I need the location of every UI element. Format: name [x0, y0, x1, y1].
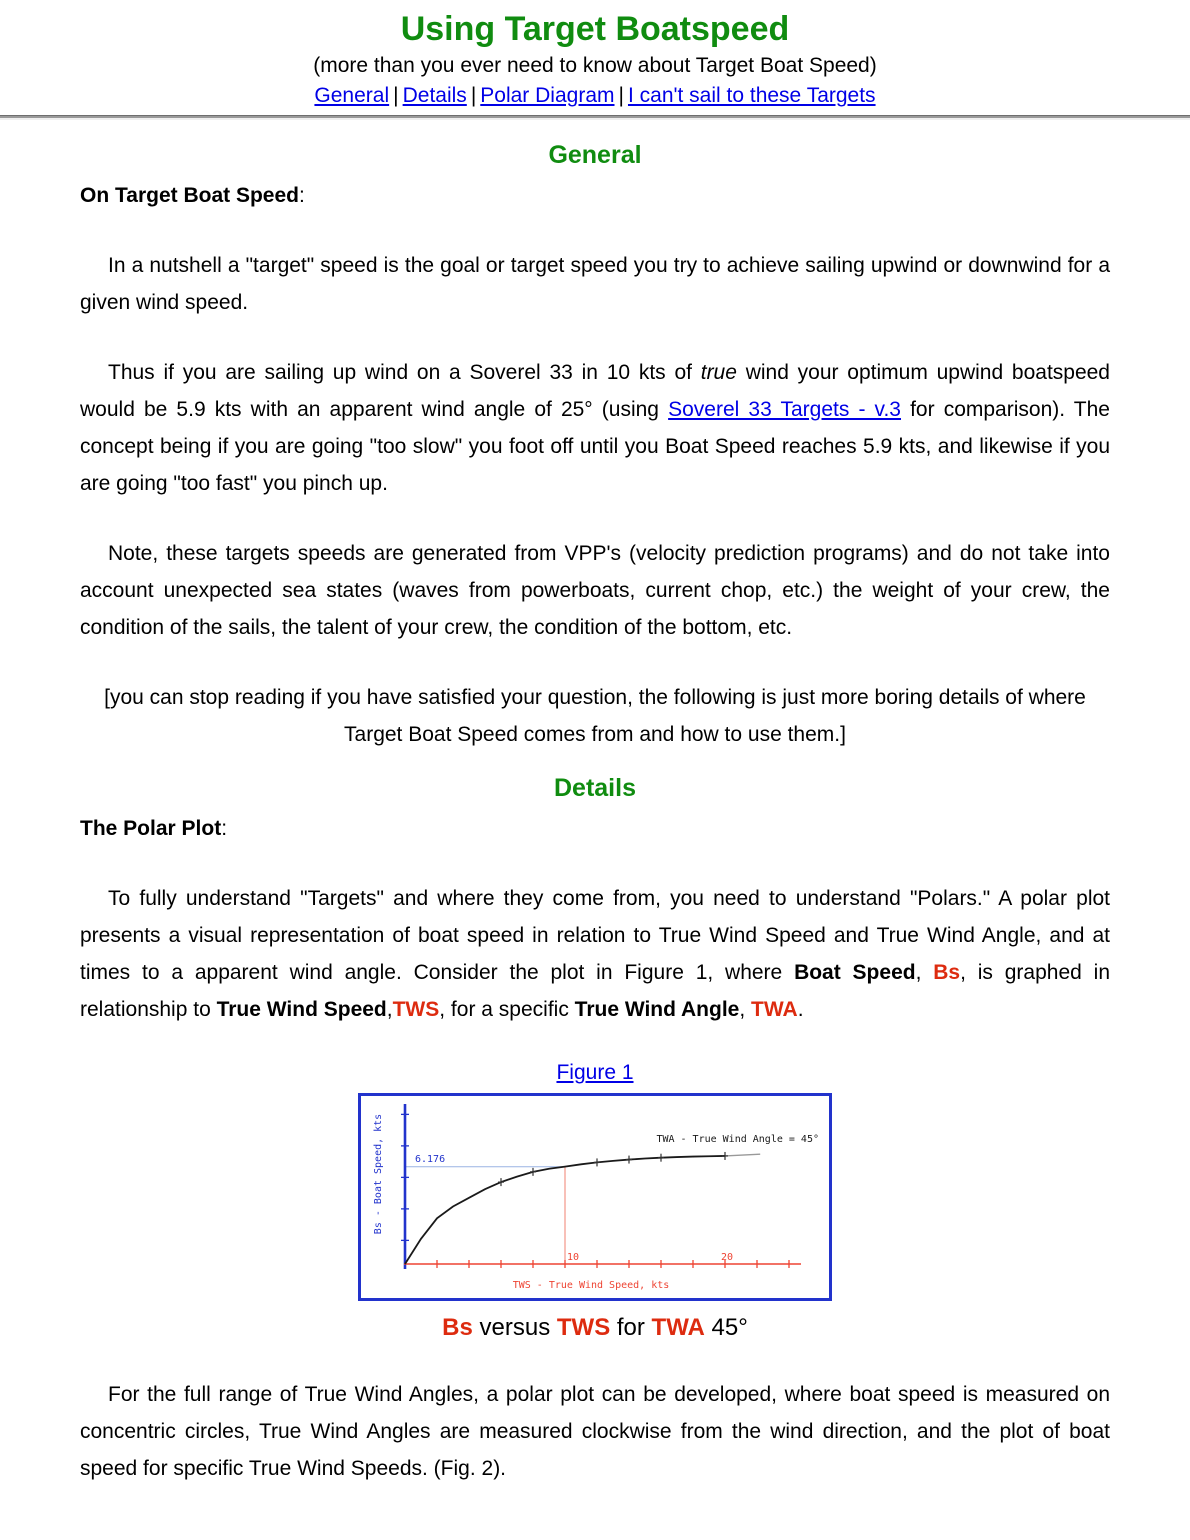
soverel-targets-link[interactable]: Soverel 33 Targets - v.3	[668, 398, 901, 421]
nav-separator: |	[470, 84, 477, 107]
text-segment: for comparison). The concept being if you are going "too slow" you foot off until you Boat Speed reaches 5.9 kts, and likewise if you are going "too fast" you pinch up.	[80, 398, 1110, 495]
page-title: Using Target Boatspeed	[400, 10, 790, 48]
nav-link-general[interactable]: General	[314, 84, 390, 107]
figure1-caption	[80, 1313, 1110, 1343]
figure1-chart	[361, 1096, 829, 1298]
note-stop-reading	[80, 679, 1110, 753]
text-segment: ,	[915, 961, 934, 984]
nav-link-polar-diagram[interactable]: Polar Diagram	[480, 84, 615, 107]
text-segment: For the full range of True Wind Angles, a polar plot can be developed, where boat speed is measured on concentric circles, True Wind Angles are measured clockwise from the wind direction, and the plot of boat speed for specific True Wind Speeds. (Fig. 2).	[80, 1383, 1110, 1480]
figure1	[80, 1093, 1110, 1310]
text-segment: Note, these targets speeds are generated from VPP's (velocity prediction programs) and do not take into account unexpected sea states (waves from powerboats, current chop, etc.) the weight of your crew, the condition of the sails, the talent of your crew, the condition of the bottom, etc.	[80, 542, 1110, 639]
y-axis-label: Bs - Boat Speed, kts	[373, 1113, 384, 1235]
text-segment: True Wind Angle	[574, 998, 740, 1021]
text-segment: .	[797, 998, 804, 1021]
text-segment: versus	[472, 1314, 557, 1341]
paragraph-polars	[80, 880, 1110, 1028]
bs-curve-tail	[725, 1154, 760, 1156]
text-segment: Thus if you are sailing up wind on a Soverel 33 in 10 kts of	[108, 361, 701, 384]
paragraph-vpp	[80, 535, 1110, 646]
page	[0, 8, 1190, 1487]
text-segment: True Wind Speed	[216, 998, 387, 1021]
text-segment: ,	[739, 998, 752, 1021]
subheading-polar-plot	[80, 810, 1110, 847]
text-segment: 45°	[704, 1314, 748, 1341]
text-segment: On Target Boat Speed	[80, 184, 299, 207]
text-segment: [you can stop reading if you have satisfied your question, the following is just more boring details of where Target Boat Speed comes from and how to use them.]	[104, 686, 1086, 746]
subheading-on-target-boat-speed	[80, 177, 1110, 214]
page-subtitle: (more than you ever need to know about Target Boat Speed)	[313, 54, 877, 77]
text-segment: TWS	[556, 1314, 611, 1341]
nav-separator: |	[618, 84, 624, 107]
text-segment: To fully understand "Targets" and where they come from, you need to understand "Polars." A polar plot presents a visual representation of boat speed in relation to True Wind Speed and True Wind Angle, and at times to a apparent wind angle. Consider the plot in Figure 1, where	[80, 887, 1110, 984]
text-segment: ,	[386, 998, 393, 1021]
text-segment: true	[700, 361, 737, 384]
paragraph-nutshell	[80, 247, 1110, 321]
text-segment: TWA	[751, 998, 798, 1021]
top-nav	[0, 81, 1190, 111]
text-segment: , is graphed in relationship to	[80, 961, 1110, 1021]
target-bs-label: 6.176	[415, 1154, 446, 1165]
x-axis-label: TWS - True Wind Speed, kts	[512, 1280, 670, 1291]
nav-link-cant-sail[interactable]: I can't sail to these Targets	[627, 84, 876, 107]
figure1-link[interactable]: Figure 1	[556, 1061, 634, 1084]
content	[0, 140, 1190, 1487]
text-segment: :	[221, 817, 228, 840]
text-segment: for	[610, 1314, 652, 1341]
nav-separator: |	[393, 84, 399, 107]
divider	[0, 115, 1190, 120]
figure1-frame	[358, 1093, 832, 1301]
paragraph-polar-plot-range	[80, 1376, 1110, 1487]
section-heading-details: Details	[554, 774, 636, 802]
x-tick-label: 10	[567, 1252, 580, 1263]
twa-annotation: TWA - True Wind Angle = 45°	[656, 1134, 819, 1145]
text-segment: The Polar Plot	[80, 817, 222, 840]
text-segment: Boat Speed	[794, 961, 916, 984]
section-heading-general: General	[548, 141, 642, 169]
x-tick-label: 20	[721, 1252, 734, 1263]
text-segment: Bs	[442, 1314, 473, 1341]
figure1-link-row	[80, 1054, 1110, 1091]
text-segment: wind your optimum upwind boatspeed would be 5.9 kts with an apparent wind angle of 25° (using	[80, 361, 1110, 421]
text-segment: TWS	[392, 998, 440, 1021]
nav-link-details[interactable]: Details	[402, 84, 467, 107]
text-segment: , for a specific	[439, 998, 575, 1021]
paragraph-soverel	[80, 354, 1110, 502]
text-segment: :	[298, 184, 305, 207]
text-segment: TWA	[651, 1314, 705, 1341]
text-segment: Bs	[933, 961, 961, 984]
text-segment: In a nutshell a "target" speed is the goal or target speed you try to achieve sailing upwind or downwind for a given wind speed.	[80, 254, 1110, 314]
